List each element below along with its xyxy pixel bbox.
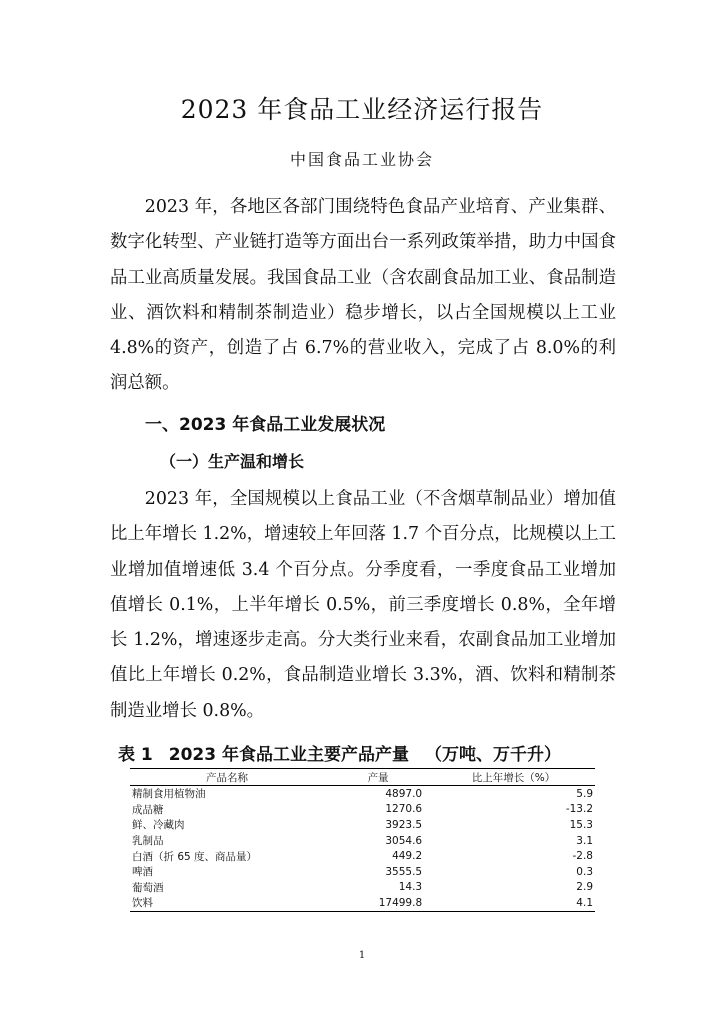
table-row <box>130 817 595 833</box>
organization-name: 中国食品工业协会 <box>289 150 434 169</box>
header-output: 产量 <box>367 771 389 784</box>
table-row <box>130 880 595 896</box>
growth-cell: 15.3 <box>569 818 593 831</box>
table-title: 2023 年食品工业主要产品产量 <box>168 745 409 765</box>
product-name-cell: 啤酒 <box>132 866 153 879</box>
product-name-cell: 精制食用植物油 <box>132 788 206 801</box>
table-row <box>130 864 595 880</box>
header-product-name: 产品名称 <box>206 771 248 784</box>
growth-cell: 5.9 <box>576 787 593 800</box>
product-output-table <box>130 768 595 912</box>
product-name-cell: 葡萄酒 <box>132 881 164 894</box>
growth-cell: -13.2 <box>565 803 593 816</box>
table-row <box>130 802 595 818</box>
growth-cell: 3.1 <box>576 834 593 847</box>
output-cell: 3054.6 <box>385 834 423 847</box>
page-title: 2023 年食品工业经济运行报告 <box>180 95 544 124</box>
output-cell: 17499.8 <box>378 896 423 909</box>
production-paragraph: 2023 年，全国规模以上食品工业（不含烟草制品业）增加值比上年增长 1.2%，增速较上年回落 1.7 个百分点，比规模以上工业增加值增速低 3.4 个百分点。分季度看，一季度食品工业增加值增长 0.1%，上半年增长 0.5%，前三季度增长 0.8%，全年增长 1.2%，增速逐步走高。分大类行业来看，农副食品加工业增加值比上年增长 0.2%，食品制造业增长 3.3%，酒、饮料和精制茶制造业增长 0.8%。 <box>110 489 616 721</box>
table-label: 表 1 <box>118 745 153 765</box>
growth-cell: 0.3 <box>576 865 593 878</box>
table-row <box>130 833 595 849</box>
output-cell: 14.3 <box>398 881 423 894</box>
table-row <box>130 786 595 802</box>
page-number: 1 <box>358 950 366 961</box>
table-unit: （万吨、万千升） <box>424 745 561 765</box>
output-cell: 3923.5 <box>385 818 423 831</box>
growth-cell: -2.8 <box>572 850 593 863</box>
subsection-heading: （一）生产温和增长 <box>160 452 305 471</box>
section-heading: 一、2023 年食品工业发展状况 <box>145 415 386 435</box>
table-header-row <box>130 769 595 786</box>
product-name-cell: 成品糖 <box>132 803 164 816</box>
growth-cell: 2.9 <box>576 881 593 894</box>
table-caption <box>118 740 561 765</box>
intro-paragraph: 2023 年，各地区各部门围绕特色食品产业培育、产业集群、数字化转型、产业链打造等方面出台一系列政策举措，助力中国食品工业高质量发展。我国食品工业（含农副食品加工业、食品制造业、酒饮料和精制茶制造业）稳步增长，以占全国规模以上工业 4.8%的资产，创造了占 6.7%的营业收入，完成了占 8.0%的利润总额。 <box>110 197 616 394</box>
output-cell: 4897.0 <box>385 787 423 800</box>
output-cell: 449.2 <box>392 850 423 863</box>
product-name-cell: 鲜、冷藏肉 <box>132 819 185 832</box>
table-row <box>130 895 595 911</box>
table-row <box>130 848 595 864</box>
product-name-cell: 乳制品 <box>132 835 164 848</box>
growth-cell: 4.1 <box>576 896 593 909</box>
product-name-cell: 饮料 <box>132 897 153 910</box>
product-name-cell: 白酒（折 65 度、商品量） <box>132 850 258 863</box>
output-cell: 1270.6 <box>385 803 423 816</box>
output-cell: 3555.5 <box>385 865 423 878</box>
header-growth: 比上年增长（%） <box>471 771 556 784</box>
